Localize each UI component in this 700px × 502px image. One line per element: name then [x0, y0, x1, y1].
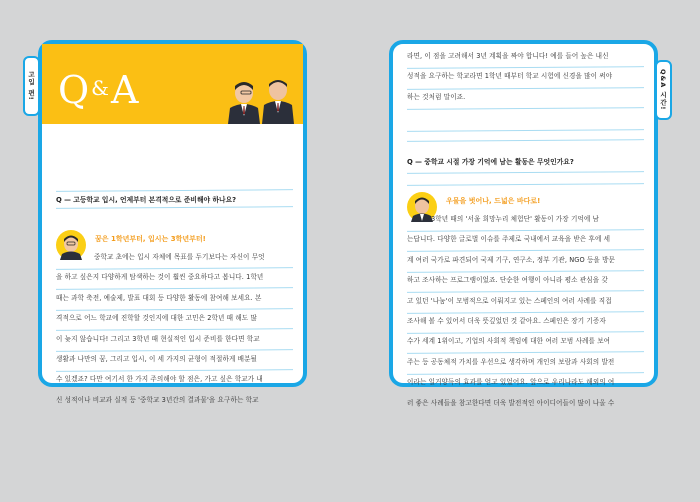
right-top-text: [407, 46, 650, 107]
left-page: [38, 40, 307, 404]
banner-amp: &: [91, 76, 111, 100]
answer-line: 3학년 때의 '서울 희망누리 체험단' 활동이 가장 기억에 남: [431, 215, 600, 223]
divider-line: [407, 250, 644, 251]
right-page: [389, 40, 658, 407]
divider-line: [407, 140, 644, 141]
divider-line: [56, 207, 293, 208]
divider-line: [407, 291, 644, 292]
answer-line: 하고 조사하는 프로그램이었죠. 단순한 여행이 아니라 평소 관심을 갖: [407, 276, 608, 285]
divider-line: [407, 184, 644, 185]
answer-line: 계 여러 국가로 파견되어 국제 기구, 연구소, 정부 기관, NGO 등을 방문: [407, 255, 616, 264]
answer-line: 러 좋은 사례들을 참고한다면 더욱 발전적인 아이디어들이 많이 나올 수: [407, 398, 615, 407]
divider-line: [407, 312, 644, 313]
answer-line: 을 하고 싶은지 다양하게 탐색하는 것이 훨씬 중요하다고 봅니다. 1학년: [56, 273, 264, 282]
answer-line: 는답니다. 다양한 글로벌 이슈를 주제로 국내에서 교육을 받은 후에 세: [407, 235, 611, 244]
right-question: Q — 중학교 시절 가장 기억에 남는 활동은 무엇인가요?: [407, 158, 574, 166]
answer-line: 때는 과학 축전, 예술제, 발표 대회 등 다양한 활동에 참여해 보세요. 본: [56, 293, 262, 302]
answer-line: 신 성적이나 비교과 실적 등 '중학교 3년간의 결과물'을 요구하는 학교: [56, 395, 259, 404]
divider-line: [407, 230, 644, 231]
left-side-tab-label: 고입 편!: [27, 71, 35, 101]
answer-line: 조사해 볼 수 있어서 더욱 뜻깊었던 것 같아요. 스페인은 장기 기증자: [407, 317, 606, 326]
text-line: 라면, 이 점을 고려해서 3년 계획을 짜야 합니다! 예를 들어 높은 내신: [407, 52, 609, 60]
answer-line: 격적으로 어느 학교에 진학할 것인지에 대한 고민은 2학년 때 해도 많: [56, 314, 257, 323]
banner-a: A: [110, 68, 141, 112]
text-line: 하는 것처럼 말이죠.: [407, 92, 466, 101]
left-question: Q — 고등학교 입시, 언제부터 본격적으로 준비해야 하나요?: [56, 196, 237, 204]
qa-banner: [42, 44, 303, 124]
divider-line: [56, 268, 293, 269]
divider-line: [407, 352, 644, 353]
divider-line: [407, 172, 644, 173]
right-side-tab: [655, 60, 672, 120]
divider-line: [407, 67, 644, 68]
answer-line: 수 있겠죠? 다만 여기서 한 가지 주의해야 할 점은, 가고 싶은 학교가 내: [56, 375, 263, 384]
answer-line: 고 있던 '나눔'이 모범적으로 이뤄지고 있는 스페인의 여러 사례를 직접: [407, 296, 612, 305]
answer-line: 이라는 일거양득의 효과를 얻고 있었어요. 앞으로 우리나라도 해외의 여: [407, 378, 615, 387]
answer-line: 수가 세계 1위이고, 기업의 사회적 책임에 대한 여러 모범 사례를 보여: [407, 337, 611, 346]
answer-line: 생활과 나만의 꿈, 그리고 입시, 이 세 가지의 균형이 적절하게 배분될: [56, 355, 258, 364]
answer-line: 중학교 초에는 입시 자체에 목표를 두기보다는 자신이 무엇: [94, 253, 265, 261]
right-answer-title: 우물을 벗어나, 드넓은 바다로!: [446, 197, 541, 205]
divider-line: [407, 271, 644, 272]
divider-line: [407, 88, 644, 89]
divider-line: [56, 288, 293, 289]
students-photo: [222, 76, 304, 124]
right-side-tab-label: Q&A 시간!: [659, 69, 667, 111]
divider-line: [56, 350, 293, 351]
banner-title: [58, 68, 140, 112]
divider-line: [407, 332, 644, 333]
divider-line: [56, 309, 293, 310]
answer-line: 주는 등 공동체적 가치를 우선으로 생각하며 개인의 보람과 사회의 발전: [407, 357, 615, 366]
text-line: 성적을 요구하는 학교라면 1학년 때부터 학교 시험에 신경을 많이 써야: [407, 72, 613, 81]
divider-line: [56, 190, 293, 191]
divider-line: [407, 373, 644, 374]
divider-line: [407, 108, 644, 109]
answer-line: 이 늦지 않습니다! 그리고 3학년 때 현실적인 입시 준비를 한다면 학교: [56, 334, 260, 343]
divider-line: [56, 370, 293, 371]
divider-line: [407, 130, 644, 131]
divider-line: [56, 329, 293, 330]
left-answer-title: 꿈은 1학년부터, 입시는 3학년부터!: [95, 235, 206, 243]
banner-q: Q: [58, 68, 92, 112]
